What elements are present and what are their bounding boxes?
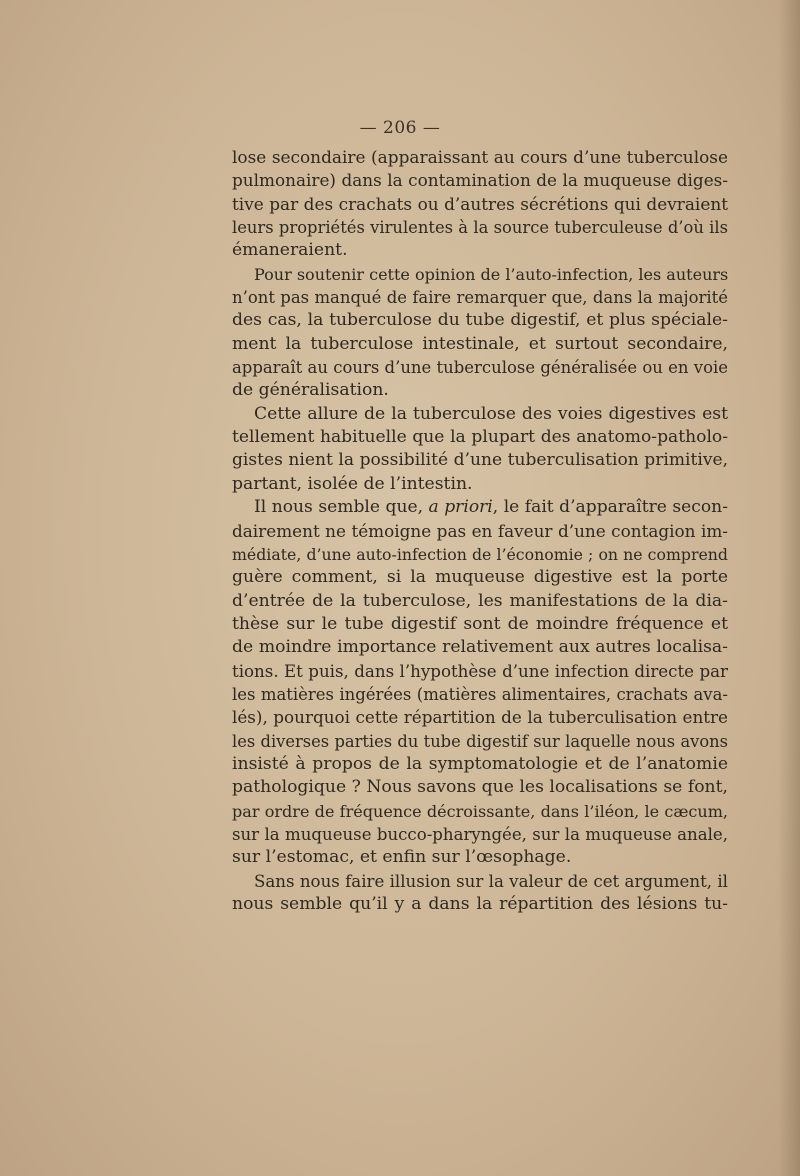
text-line: apparaît au cours d’une tuberculose généralisée ou en voie: [232, 358, 728, 378]
text-line: tions. Et puis, dans l’hypothèse d’une infection directe par: [232, 661, 728, 681]
text-line: nous semble qu’il y a dans la répartition des lésions tu-: [232, 894, 728, 914]
text-segment: Il nous semble que,: [254, 497, 429, 518]
text-line: pulmonaire) dans la contamination de la muqueuse diges-: [232, 170, 728, 191]
text-line: tive par des crachats ou d’autres sécrétions qui devraient: [232, 193, 728, 214]
body-text: [232, 146, 728, 916]
text-line: pathologique ? Nous savons que les localisations se font,: [232, 777, 728, 798]
text-line: les diverses parties du tube digestif sur laquelle nous avons: [232, 731, 728, 751]
page-number: — 206 —: [359, 118, 441, 138]
text-line: [232, 496, 728, 519]
text-line: par ordre de fréquence décroissante, dans l’iléon, le cæcum,: [232, 801, 728, 821]
text-line: d’entrée de la tuberculose, les manifestations de la dia-: [232, 590, 728, 611]
text-segment: , le fait d’apparaître secon-: [492, 497, 728, 518]
text-line: les matières ingérées (matières alimentaires, crachats ava-: [232, 684, 728, 704]
text-line: thèse sur le tube digestif sont de moindre fréquence et: [232, 613, 728, 634]
text-line: des cas, la tuberculose du tube digestif, et plus spéciale-: [232, 310, 728, 331]
text-line: gistes nient la possibilité d’une tuberculisation primitive,: [232, 450, 728, 471]
text-line: guère comment, si la muqueuse digestive est la porte: [232, 567, 728, 588]
text-line: médiate, d’une auto-infection de l’économie ; on ne comprend: [232, 544, 728, 564]
text-line: n’ont pas manqué de faire remarquer que, dans la majorité: [232, 288, 728, 308]
text-line: Cette allure de la tuberculose des voies digestives est: [254, 403, 728, 424]
text-line: insisté à propos de la symptomatologie et de l’anatomie: [232, 753, 728, 774]
text-line: Pour soutenir cette opinion de l’auto-infection, les auteurs: [254, 264, 729, 284]
text-line: partant, isolée de l’intestin.: [232, 473, 473, 494]
text-line: Sans nous faire illusion sur la valeur de cet argument, il: [254, 871, 728, 891]
text-line: de généralisation.: [232, 380, 389, 401]
text-line: leurs propriétés virulentes à la source tuberculeuse d’où ils: [232, 218, 728, 238]
text-line: tellement habituelle que la plupart des anatomo-patholo-: [232, 427, 728, 448]
text-line: lés), pourquoi cette répartition de la tuberculisation entre: [232, 707, 728, 728]
text-line: sur la muqueuse bucco-pharyngée, sur la muqueuse anale,: [232, 824, 728, 844]
text-line: de moindre importance relativement aux autres localisa-: [232, 637, 728, 658]
text-line: dairement ne témoigne pas en faveur d’une contagion im-: [232, 520, 728, 541]
page-edge-shadow: [778, 0, 800, 1176]
text-line: sur l’estomac, et enfin sur l’œsophage.: [232, 847, 572, 868]
text-line: émaneraient.: [232, 240, 348, 261]
text-line: ment la tuberculose intestinale, et surtout secondaire,: [232, 333, 728, 354]
text-line: lose secondaire (apparaissant au cours d’une tuberculose: [232, 147, 728, 167]
italic-phrase: a priori: [428, 497, 493, 518]
